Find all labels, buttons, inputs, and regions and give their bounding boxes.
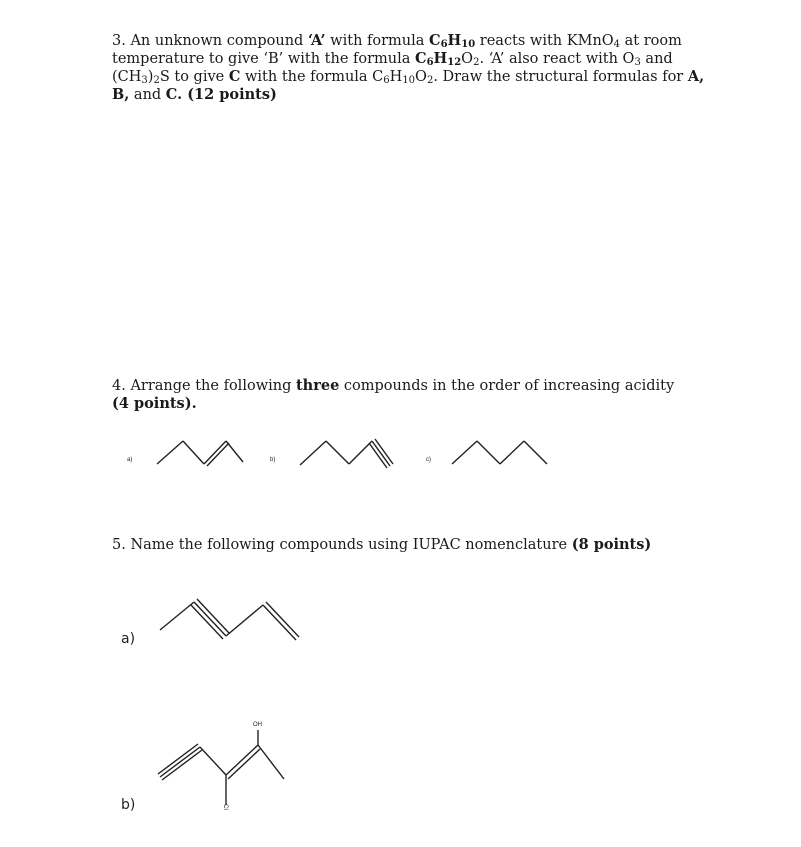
- q5-text: 5. Name the following compounds using IUPAC nomenclature: [112, 537, 572, 553]
- q3-text: at room temperature to give ‘B’ with the formula: [112, 33, 682, 67]
- compound-c: C.: [165, 86, 183, 103]
- formula-b-o: $O_2$: [461, 51, 480, 68]
- q5-label-a: a): [121, 631, 136, 647]
- q3-text: S to give: [159, 69, 229, 85]
- q4-text: compounds in the order of increasing acidity: [339, 378, 675, 394]
- q3-text: and: [129, 87, 166, 103]
- subscript: 4: [613, 39, 621, 50]
- q4-label-a: a): [127, 457, 133, 463]
- compound-a-label: ‘A’: [307, 32, 326, 49]
- oh-label: OH: [253, 722, 262, 728]
- compounds-ab: A, B,: [112, 68, 705, 103]
- q3-text: . ‘A’ also react with O: [479, 51, 635, 67]
- q3-text: ): [147, 69, 154, 85]
- q5-label-b: b): [121, 797, 136, 813]
- formula-a: $C_6H_{10}$: [429, 32, 476, 50]
- q4-label-b: b): [270, 457, 276, 463]
- q3-points: (12 points): [182, 86, 277, 103]
- q3-text: 3. An unknown compound: [112, 33, 308, 49]
- cl-label: Cl: [221, 804, 228, 810]
- formula-b: $C_6H_{12}$: [415, 50, 462, 68]
- compound-c-label: C: [228, 68, 241, 85]
- q5-points: (8 points): [571, 536, 652, 553]
- q3-text: reacts with KMnO: [475, 33, 614, 49]
- q4-points: (4 points).: [112, 395, 197, 412]
- subscript: 6: [383, 75, 390, 86]
- q3-text: O: [415, 69, 427, 85]
- subscript: 2: [153, 75, 160, 86]
- q4-text: 4. Arrange the following: [112, 378, 296, 394]
- q4-label-c: c): [426, 457, 431, 463]
- q4-bold-three: three: [295, 377, 340, 394]
- q3-text: . Draw the structural formulas for: [433, 69, 688, 85]
- subscript: 2: [426, 75, 434, 86]
- q3-text: with the formula C: [240, 69, 384, 85]
- q3-text: and (CH: [112, 51, 673, 85]
- q3-text: H: [389, 69, 403, 85]
- subscript: 3: [634, 57, 641, 68]
- q3-text: with formula: [325, 33, 430, 49]
- subscript: 3: [141, 75, 148, 86]
- subscript: 10: [402, 75, 416, 86]
